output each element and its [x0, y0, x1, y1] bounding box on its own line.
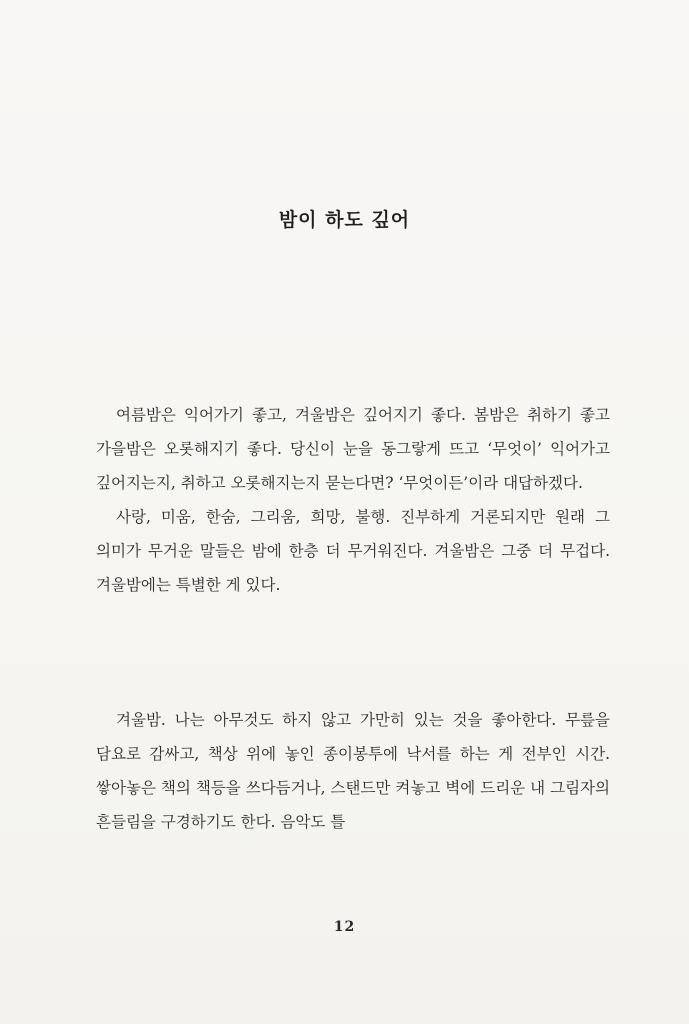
paragraph-1: 여름밤은 익어가기 좋고, 겨울밤은 깊어지기 좋다. 봄밤은 취하기 좋고 가을밤은 오롯해지기 좋다. 당신이 눈을 동그랗게 뜨고 ‘무엇이’ 익어가고 깊어지는지, 취하고 오롯해지는지 묻는다면? ‘무엇이든’이라 대답하겠다.: [96, 406, 610, 492]
chapter-title: 밤이 하도 깊어: [278, 209, 411, 231]
body-section-1: [96, 398, 610, 602]
paragraph-2: 사랑, 미움, 한숨, 그리움, 희망, 불행. 진부하게 거론되지만 원래 그 의미가 무거운 말들은 밤에 한층 더 무거워진다. 겨울밤은 그중 더 무겁다. 겨울밤에는 특별한 게 있다.: [96, 508, 610, 594]
paragraph-3: 겨울밤. 나는 아무것도 하지 않고 가만히 있는 것을 좋아한다. 무릎을 담요로 감싸고, 책상 위에 놓인 종이봉투에 낙서를 하는 게 전부인 시간. 쌓아놓은 책의 책등을 쓰다듬거나, 스탠드만 켜놓고 벽에 드리운 내 그림자의 흔들림을 구경하기도 한다. 음악도 틀: [96, 711, 610, 831]
body-section-2: [96, 703, 610, 839]
page-number: 12: [333, 919, 356, 935]
